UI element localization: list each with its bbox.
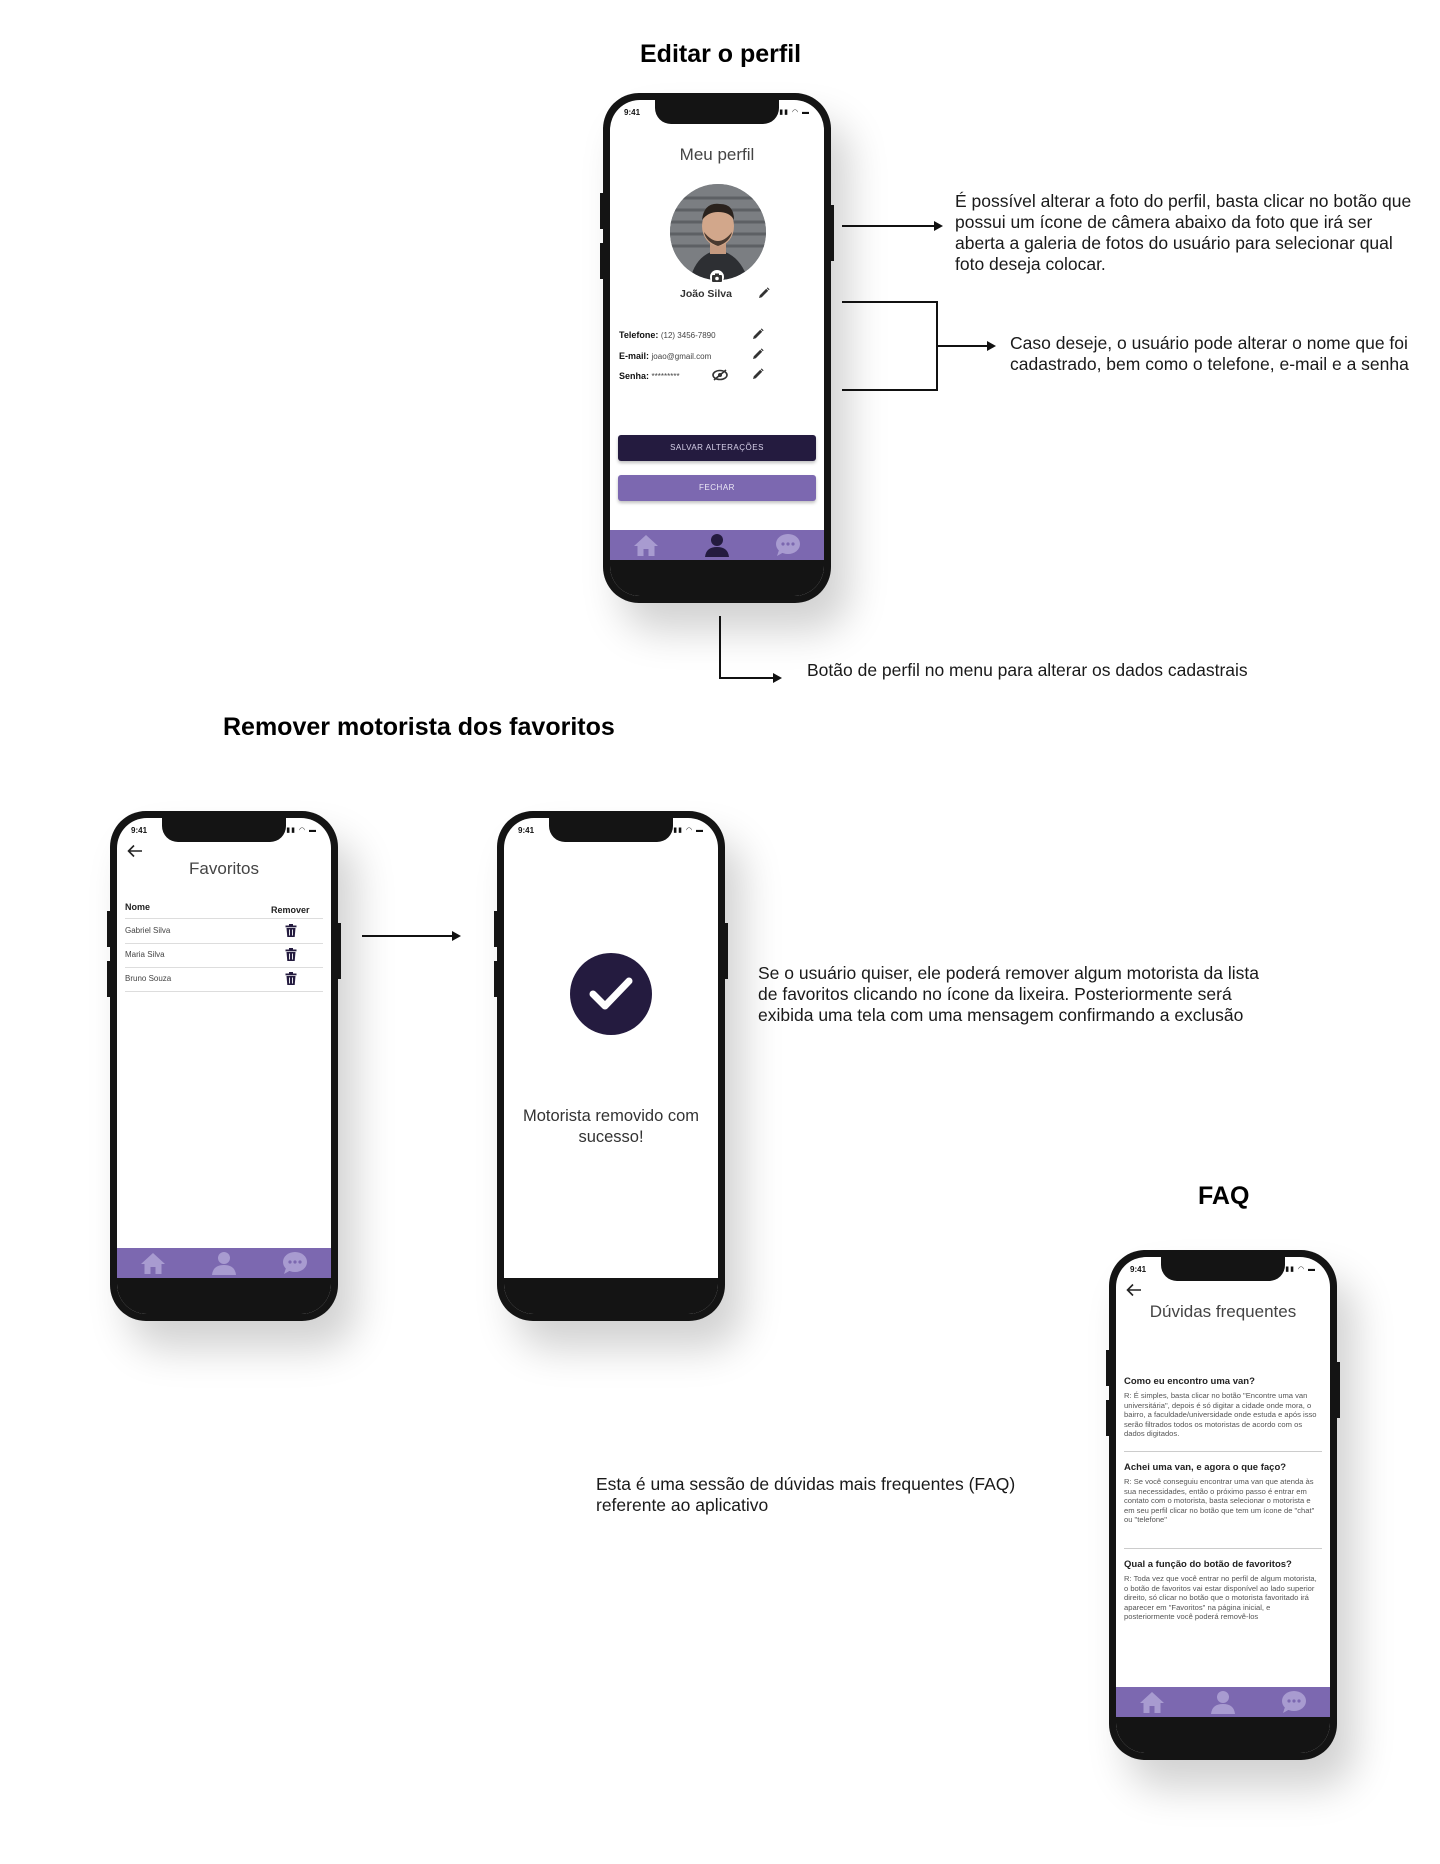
password-field [619, 371, 680, 381]
success-screen [504, 818, 718, 1314]
email-field [619, 351, 711, 361]
nav-chat[interactable] [280, 1250, 310, 1276]
camera-icon [712, 273, 722, 282]
user-icon [1210, 1690, 1236, 1714]
nav-profile[interactable] [209, 1250, 239, 1276]
password-value: ********* [651, 372, 680, 381]
phone-label: Telefone: [619, 330, 659, 340]
user-icon [211, 1251, 237, 1275]
favorites-screen [117, 818, 331, 1314]
nav-profile[interactable] [1208, 1689, 1238, 1715]
phone-field [619, 330, 716, 340]
phone-favorites [110, 811, 338, 1321]
nav-profile[interactable] [702, 532, 732, 558]
connector-line [936, 345, 991, 347]
faq-question: Como eu encontro uma van? [1124, 1376, 1255, 1387]
faq-question: Achei uma van, e agora o que faço? [1124, 1462, 1287, 1473]
note-fields: Caso deseje, o usuário pode alterar o nome que foi cadastrado, bem como o telefone, e-mail e a senha [1010, 333, 1409, 374]
driver-name: Gabriel Silva [125, 926, 171, 935]
profile-screen [610, 100, 824, 596]
back-arrow-icon[interactable] [1126, 1283, 1142, 1297]
list-item [125, 943, 323, 968]
back-arrow-icon[interactable] [127, 844, 143, 858]
phone-notch [549, 818, 673, 842]
connector-arrow [934, 221, 943, 231]
note-menu: Botão de perfil no menu para alterar os dados cadastrais [807, 660, 1248, 680]
trash-icon[interactable] [285, 924, 297, 937]
phone-chin [117, 1278, 331, 1314]
bottom-nav [610, 530, 824, 560]
list-item [125, 967, 323, 992]
note-remove: Se o usuário quiser, ele poderá remover algum motorista da lista de favoritos clicando no ícone da lixeira. Posteriormente será exibida uma tela com uma mensagem confirmando a exclusão [758, 963, 1259, 1025]
password-label: Senha: [619, 371, 650, 381]
bottom-nav [117, 1248, 331, 1278]
home-icon [1139, 1690, 1165, 1714]
trash-icon[interactable] [285, 948, 297, 961]
chat-icon [1281, 1690, 1307, 1714]
edit-name-pencil-icon[interactable] [758, 287, 770, 299]
success-badge [570, 953, 652, 1035]
faq-question: Qual a função do botão de favoritos? [1124, 1559, 1292, 1570]
avatar-photo [670, 184, 766, 280]
success-message: Motorista removido com sucesso! [522, 1107, 700, 1146]
status-icons: ▮▮ ◠ ▬ [673, 827, 704, 834]
phone-value: (12) 3456-7890 [660, 331, 716, 340]
connector-line [842, 301, 938, 303]
section-title-remove-favorite: Remover motorista dos favoritos [223, 713, 615, 741]
status-time: 9:41 [624, 108, 641, 117]
phone-faq [1109, 1250, 1337, 1760]
note-photo: É possível alterar a foto do perfil, basta clicar no botão que possui um ícone de câmera abaixo da foto que irá ser aberta a galeria de fotos do usuário para selecionar qual foto deseja colocar. [955, 191, 1412, 274]
driver-name: Maria Silva [125, 950, 165, 959]
column-header-name: Nome [125, 902, 151, 912]
bottom-nav [1116, 1687, 1330, 1717]
status-time: 9:41 [1130, 1265, 1147, 1274]
list-item [125, 919, 323, 944]
section-title-edit-profile: Editar o perfil [640, 40, 802, 68]
chat-icon [775, 533, 801, 557]
phone-success [497, 811, 725, 1321]
nav-home[interactable] [1137, 1689, 1167, 1715]
connector-line [842, 225, 938, 227]
user-name: João Silva [680, 288, 732, 300]
edit-email-pencil-icon[interactable] [752, 348, 764, 360]
status-icons: ▮▮ ◠ ▬ [1285, 1266, 1316, 1273]
change-photo-button[interactable] [710, 270, 724, 284]
phone-profile [603, 93, 831, 603]
nav-home[interactable] [138, 1250, 168, 1276]
page-title: Meu perfil [679, 145, 755, 164]
connector-arrow [452, 931, 461, 941]
phone-chin [610, 560, 824, 596]
user-icon [704, 533, 730, 557]
status-icons: ▮▮ ◠ ▬ [286, 827, 317, 834]
connector-arrow [773, 673, 782, 683]
save-changes-button[interactable]: SALVAR ALTERAÇÕES [618, 435, 816, 461]
column-header-remove: Remover [271, 905, 310, 915]
page-title: Dúvidas frequentes [1149, 1302, 1297, 1321]
faq-answer: R: Toda vez que você entrar no perfil de algum motorista, o botão de favoritos vai estar disponível ao lado superior direito, só clicar no botão que o motorista favoritado irá aparecer em "Favoritos" na página inicial, e posteriormente você poderá removê-los [1124, 1574, 1317, 1622]
edit-password-pencil-icon[interactable] [752, 368, 764, 380]
connector-line [719, 677, 777, 679]
email-label: E-mail: [619, 351, 650, 361]
nav-home[interactable] [631, 532, 661, 558]
driver-name: Bruno Souza [125, 974, 172, 983]
email-value: joao@gmail.com [651, 352, 712, 361]
phone-notch [655, 100, 779, 124]
connector-line [719, 616, 721, 678]
eye-off-icon[interactable] [712, 369, 728, 381]
status-icons: ▮▮ ◠ ▬ [779, 109, 810, 116]
nav-chat[interactable] [1279, 1689, 1309, 1715]
divider [1124, 1451, 1322, 1452]
chat-icon [282, 1251, 308, 1275]
status-time: 9:41 [131, 826, 148, 835]
faq-answer: R: Se você conseguiu encontrar uma van que atenda às sua necessidades, então o próximo passo é entrar em contato com o motorista, basta selecionar o motorista e em seu perfil clicar no botão que tem um ícone de "chat" ou "telefone" [1124, 1477, 1315, 1525]
home-icon [633, 533, 659, 557]
note-faq: Esta é uma sessão de dúvidas mais frequentes (FAQ) referente ao aplicativo [596, 1474, 1016, 1515]
page-title: Favoritos [189, 859, 259, 878]
check-icon [589, 976, 633, 1012]
section-title-faq: FAQ [1198, 1182, 1250, 1210]
nav-chat[interactable] [773, 532, 803, 558]
edit-phone-pencil-icon[interactable] [752, 328, 764, 340]
divider [1124, 1548, 1322, 1549]
phone-notch [1161, 1257, 1285, 1281]
connector-arrow [987, 341, 996, 351]
connector-line [362, 935, 456, 937]
faq-screen [1116, 1257, 1330, 1753]
phone-chin [504, 1278, 718, 1314]
home-icon [140, 1251, 166, 1275]
phone-chin [1116, 1717, 1330, 1753]
faq-answer: R: É simples, basta clicar no botão "Encontre uma van universitária", depois é só digitar a cidade onde mora, o bairro, a faculdade/universidade onde estuda e após isso serão filtrados todos os motoristas de acordo com os dados digitados. [1124, 1391, 1317, 1439]
close-button[interactable]: FECHAR [618, 475, 816, 501]
avatar[interactable] [670, 184, 766, 280]
status-time: 9:41 [518, 826, 535, 835]
connector-line [842, 389, 938, 391]
trash-icon[interactable] [285, 972, 297, 985]
phone-notch [162, 818, 286, 842]
